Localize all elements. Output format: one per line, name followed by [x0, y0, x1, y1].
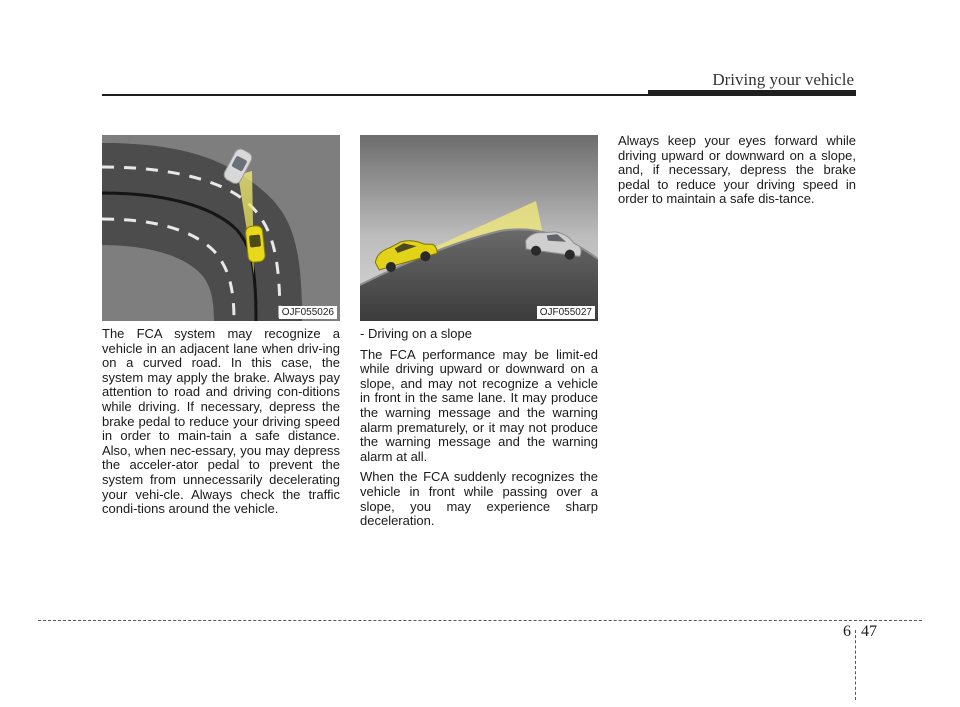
footer-rule — [38, 620, 922, 621]
chapter-title: Driving your vehicle — [712, 70, 854, 89]
chapter-number: 6 — [843, 623, 851, 640]
paragraph: Always keep your eyes forward while driving upward or downward on a slope, and, if necessary, depress the brake pedal to reduce your driving speed in order to maintain a safe dis-tance. — [618, 133, 856, 207]
header-rule-accent — [648, 90, 856, 96]
paragraph: The FCA performance may be limit-ed while driving upward or downward on a slope, and may not recognize a vehicle in front in the same lane. It may produce the warning message and the warning alarm prematurely, or it may not produce the warning message and the warning alarm at all. — [360, 346, 598, 464]
column-left — [102, 327, 340, 523]
curved-road-illustration — [102, 135, 340, 321]
figure-slope — [360, 135, 598, 321]
page-number: 47 — [861, 623, 877, 640]
paragraph-subheading: - Driving on a slope — [360, 326, 472, 341]
column-right — [618, 134, 856, 213]
footer-divider — [855, 630, 856, 700]
figure-code: OJF055026 — [279, 306, 337, 319]
paragraph: When the FCA suddenly recognizes the vehicle in front while passing over a slope, you may experience sharp deceleration. — [360, 469, 598, 529]
figure-code: OJF055027 — [537, 306, 595, 319]
slope-illustration — [360, 135, 598, 321]
paragraph: The FCA system may recognize a vehicle in an adjacent lane when driv-ing on a curved road. In this case, the system may apply the brake. Always pay attention to road and driving con-ditions while driving. If necessary, depress the brake pedal to reduce your driving speed in order to main-tain a safe distance. Also, when nec-essary, you may depress the acceler-ator pedal to prevent the system from unnecessarily decelerating your vehi-cle. Always check the traffic condi-tions around the vehicle. — [102, 326, 340, 517]
column-middle — [360, 327, 598, 535]
figure-curved-road — [102, 135, 340, 321]
